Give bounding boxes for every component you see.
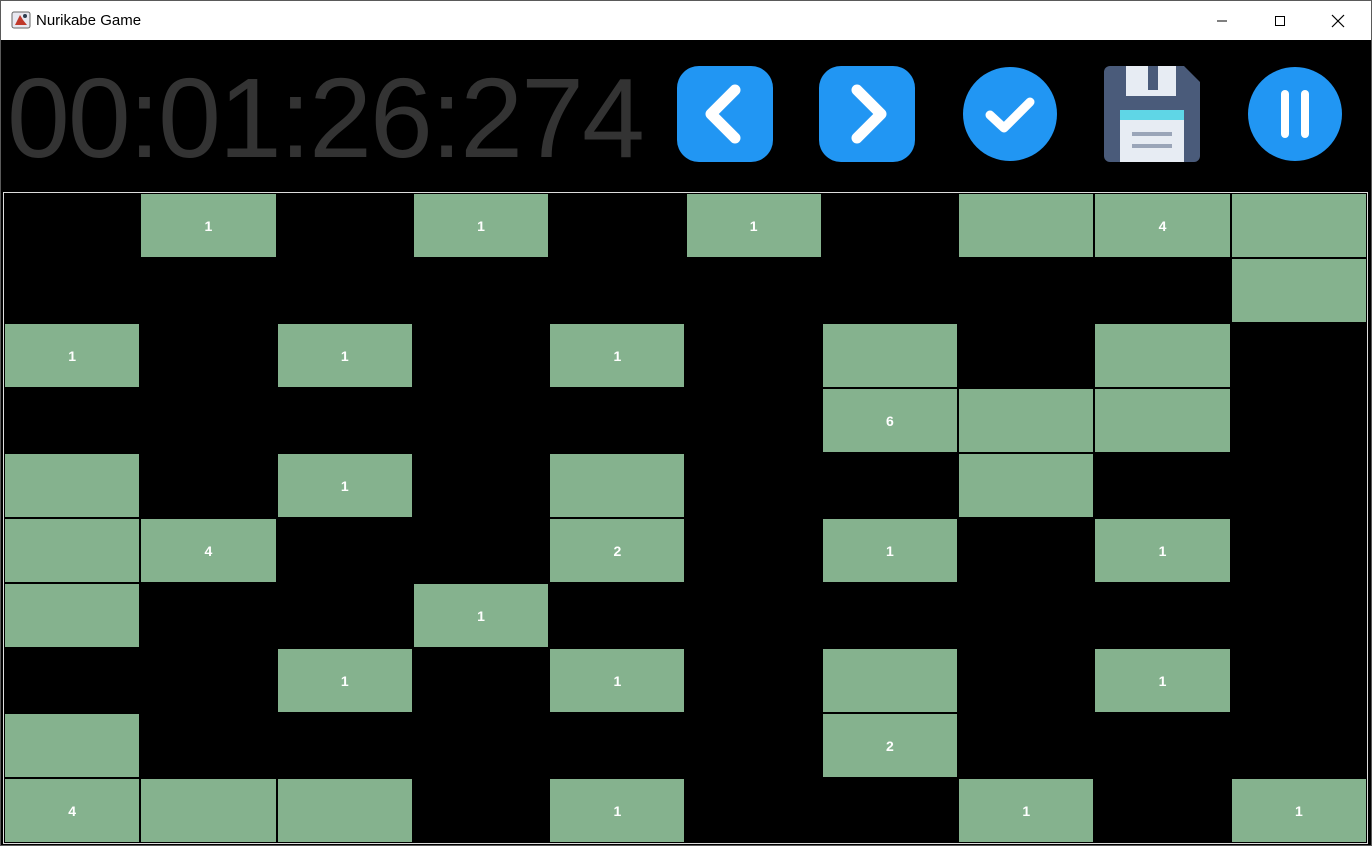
grid-cell-r4-c3[interactable] <box>414 454 548 517</box>
grid-cell-r3-c5[interactable] <box>687 389 821 452</box>
checkmark-icon <box>962 66 1058 162</box>
grid-cell-r1-c8[interactable] <box>1095 259 1229 322</box>
grid-cell-r1-c5[interactable] <box>687 259 821 322</box>
grid-cell-r8-c5[interactable] <box>687 714 821 777</box>
chevron-left-icon <box>677 66 773 162</box>
grid-cell-r0-c1[interactable]: 1 <box>141 194 275 257</box>
grid-cell-r6-c0[interactable] <box>5 584 139 647</box>
grid-cell-r6-c1[interactable] <box>141 584 275 647</box>
grid-cell-r2-c4[interactable]: 1 <box>550 324 684 387</box>
grid-cell-r4-c2[interactable]: 1 <box>278 454 412 517</box>
grid-cell-r9-c9[interactable]: 1 <box>1232 779 1366 842</box>
grid-cell-r0-c5[interactable]: 1 <box>687 194 821 257</box>
grid-cell-r5-c0[interactable] <box>5 519 139 582</box>
grid-cell-r2-c6[interactable] <box>823 324 957 387</box>
pause-button[interactable] <box>1247 66 1343 162</box>
grid-cell-r6-c4[interactable] <box>550 584 684 647</box>
grid-cell-r1-c3[interactable] <box>414 259 548 322</box>
grid-cell-r3-c4[interactable] <box>550 389 684 452</box>
close-button[interactable] <box>1309 1 1367 40</box>
toolbar <box>1 40 1371 191</box>
grid-cell-r4-c9[interactable] <box>1232 454 1366 517</box>
grid-cell-r2-c3[interactable] <box>414 324 548 387</box>
grid-cell-r7-c9[interactable] <box>1232 649 1366 712</box>
floppy-disk-icon <box>1104 66 1200 162</box>
grid-cell-r4-c7[interactable] <box>959 454 1093 517</box>
grid-cell-r0-c6[interactable] <box>823 194 957 257</box>
grid-cell-r5-c2[interactable] <box>278 519 412 582</box>
grid-cell-r5-c3[interactable] <box>414 519 548 582</box>
grid-cell-r9-c0[interactable]: 4 <box>5 779 139 842</box>
close-icon <box>1331 14 1345 28</box>
grid-cell-r9-c1[interactable] <box>141 779 275 842</box>
puzzle-board <box>3 192 1368 844</box>
grid-cell-r7-c6[interactable] <box>823 649 957 712</box>
grid-cell-r5-c7[interactable] <box>959 519 1093 582</box>
grid-cell-r3-c3[interactable] <box>414 389 548 452</box>
check-button[interactable] <box>962 66 1058 162</box>
grid-cell-r2-c8[interactable] <box>1095 324 1229 387</box>
grid-cell-r3-c0[interactable] <box>5 389 139 452</box>
grid-cell-r6-c5[interactable] <box>687 584 821 647</box>
minimize-button[interactable] <box>1193 1 1251 40</box>
grid-cell-r1-c4[interactable] <box>550 259 684 322</box>
grid-cell-r7-c5[interactable] <box>687 649 821 712</box>
grid-cell-r0-c9[interactable] <box>1232 194 1366 257</box>
grid-cell-r1-c0[interactable] <box>5 259 139 322</box>
grid-cell-r6-c7[interactable] <box>959 584 1093 647</box>
grid-cell-r1-c9[interactable] <box>1232 259 1366 322</box>
grid-cell-r3-c1[interactable] <box>141 389 275 452</box>
grid-cell-r8-c2[interactable] <box>278 714 412 777</box>
grid-cell-r8-c3[interactable] <box>414 714 548 777</box>
undo-button[interactable] <box>677 66 773 162</box>
grid-cell-r4-c0[interactable] <box>5 454 139 517</box>
grid-cell-r5-c6[interactable]: 1 <box>823 519 957 582</box>
grid-cell-r5-c1[interactable]: 4 <box>141 519 275 582</box>
pause-icon <box>1247 66 1343 162</box>
grid-cell-r4-c6[interactable] <box>823 454 957 517</box>
grid-cell-r7-c2[interactable]: 1 <box>278 649 412 712</box>
java-app-icon <box>11 11 31 29</box>
grid-cell-r0-c0[interactable] <box>5 194 139 257</box>
grid-cell-r5-c5[interactable] <box>687 519 821 582</box>
grid-cell-r7-c1[interactable] <box>141 649 275 712</box>
grid-cell-r3-c8[interactable] <box>1095 389 1229 452</box>
grid-cell-r3-c6[interactable]: 6 <box>823 389 957 452</box>
chevron-right-icon <box>819 66 915 162</box>
grid-cell-r6-c2[interactable] <box>278 584 412 647</box>
grid-cell-r9-c6[interactable] <box>823 779 957 842</box>
grid-cell-r7-c7[interactable] <box>959 649 1093 712</box>
grid-cell-r8-c4[interactable] <box>550 714 684 777</box>
grid-cell-r5-c4[interactable]: 2 <box>550 519 684 582</box>
title-bar <box>1 1 1371 40</box>
grid-cell-r2-c9[interactable] <box>1232 324 1366 387</box>
grid-cell-r0-c4[interactable] <box>550 194 684 257</box>
grid-cell-r4-c1[interactable] <box>141 454 275 517</box>
grid-cell-r2-c0[interactable]: 1 <box>5 324 139 387</box>
grid-cell-r1-c1[interactable] <box>141 259 275 322</box>
grid-cell-r3-c7[interactable] <box>959 389 1093 452</box>
grid-cell-r6-c9[interactable] <box>1232 584 1366 647</box>
grid-cell-r8-c0[interactable] <box>5 714 139 777</box>
grid-cell-r9-c7[interactable]: 1 <box>959 779 1093 842</box>
minimize-icon <box>1216 15 1228 27</box>
grid-cell-r7-c4[interactable]: 1 <box>550 649 684 712</box>
elapsed-timer: 00:01:26:274 <box>7 55 643 181</box>
grid-cell-r3-c2[interactable] <box>278 389 412 452</box>
grid-cell-r1-c7[interactable] <box>959 259 1093 322</box>
grid-cell-r1-c6[interactable] <box>823 259 957 322</box>
grid-cell-r6-c8[interactable] <box>1095 584 1229 647</box>
grid-cell-r2-c5[interactable] <box>687 324 821 387</box>
save-button[interactable] <box>1104 66 1200 162</box>
grid-cell-r9-c2[interactable] <box>278 779 412 842</box>
grid-cell-r5-c9[interactable] <box>1232 519 1366 582</box>
grid-cell-r4-c8[interactable] <box>1095 454 1229 517</box>
grid-cell-r8-c6[interactable]: 2 <box>823 714 957 777</box>
redo-button[interactable] <box>819 66 915 162</box>
grid-cell-r0-c3[interactable]: 1 <box>414 194 548 257</box>
grid-cell-r8-c1[interactable] <box>141 714 275 777</box>
grid-cell-r2-c7[interactable] <box>959 324 1093 387</box>
grid-cell-r0-c7[interactable] <box>959 194 1093 257</box>
grid-cell-r8-c8[interactable] <box>1095 714 1229 777</box>
grid-cell-r8-c7[interactable] <box>959 714 1093 777</box>
maximize-icon <box>1274 15 1286 27</box>
grid-cell-r0-c2[interactable] <box>278 194 412 257</box>
grid-cell-r9-c8[interactable] <box>1095 779 1229 842</box>
grid-cell-r3-c9[interactable] <box>1232 389 1366 452</box>
grid-cell-r0-c8[interactable]: 4 <box>1095 194 1229 257</box>
grid-cell-r6-c3[interactable]: 1 <box>414 584 548 647</box>
grid-cell-r4-c4[interactable] <box>550 454 684 517</box>
grid-cell-r2-c1[interactable] <box>141 324 275 387</box>
grid-cell-r5-c8[interactable]: 1 <box>1095 519 1229 582</box>
grid-cell-r6-c6[interactable] <box>823 584 957 647</box>
grid-cell-r8-c9[interactable] <box>1232 714 1366 777</box>
grid-cell-r1-c2[interactable] <box>278 259 412 322</box>
grid-cell-r9-c3[interactable] <box>414 779 548 842</box>
window-title: Nurikabe Game <box>36 12 142 29</box>
grid-cell-r4-c5[interactable] <box>687 454 821 517</box>
grid-cell-r7-c0[interactable] <box>5 649 139 712</box>
maximize-button[interactable] <box>1251 1 1309 40</box>
grid-cell-r7-c8[interactable]: 1 <box>1095 649 1229 712</box>
grid-cell-r9-c5[interactable] <box>687 779 821 842</box>
grid-cell-r7-c3[interactable] <box>414 649 548 712</box>
grid-cell-r9-c4[interactable]: 1 <box>550 779 684 842</box>
grid-cell-r2-c2[interactable]: 1 <box>278 324 412 387</box>
